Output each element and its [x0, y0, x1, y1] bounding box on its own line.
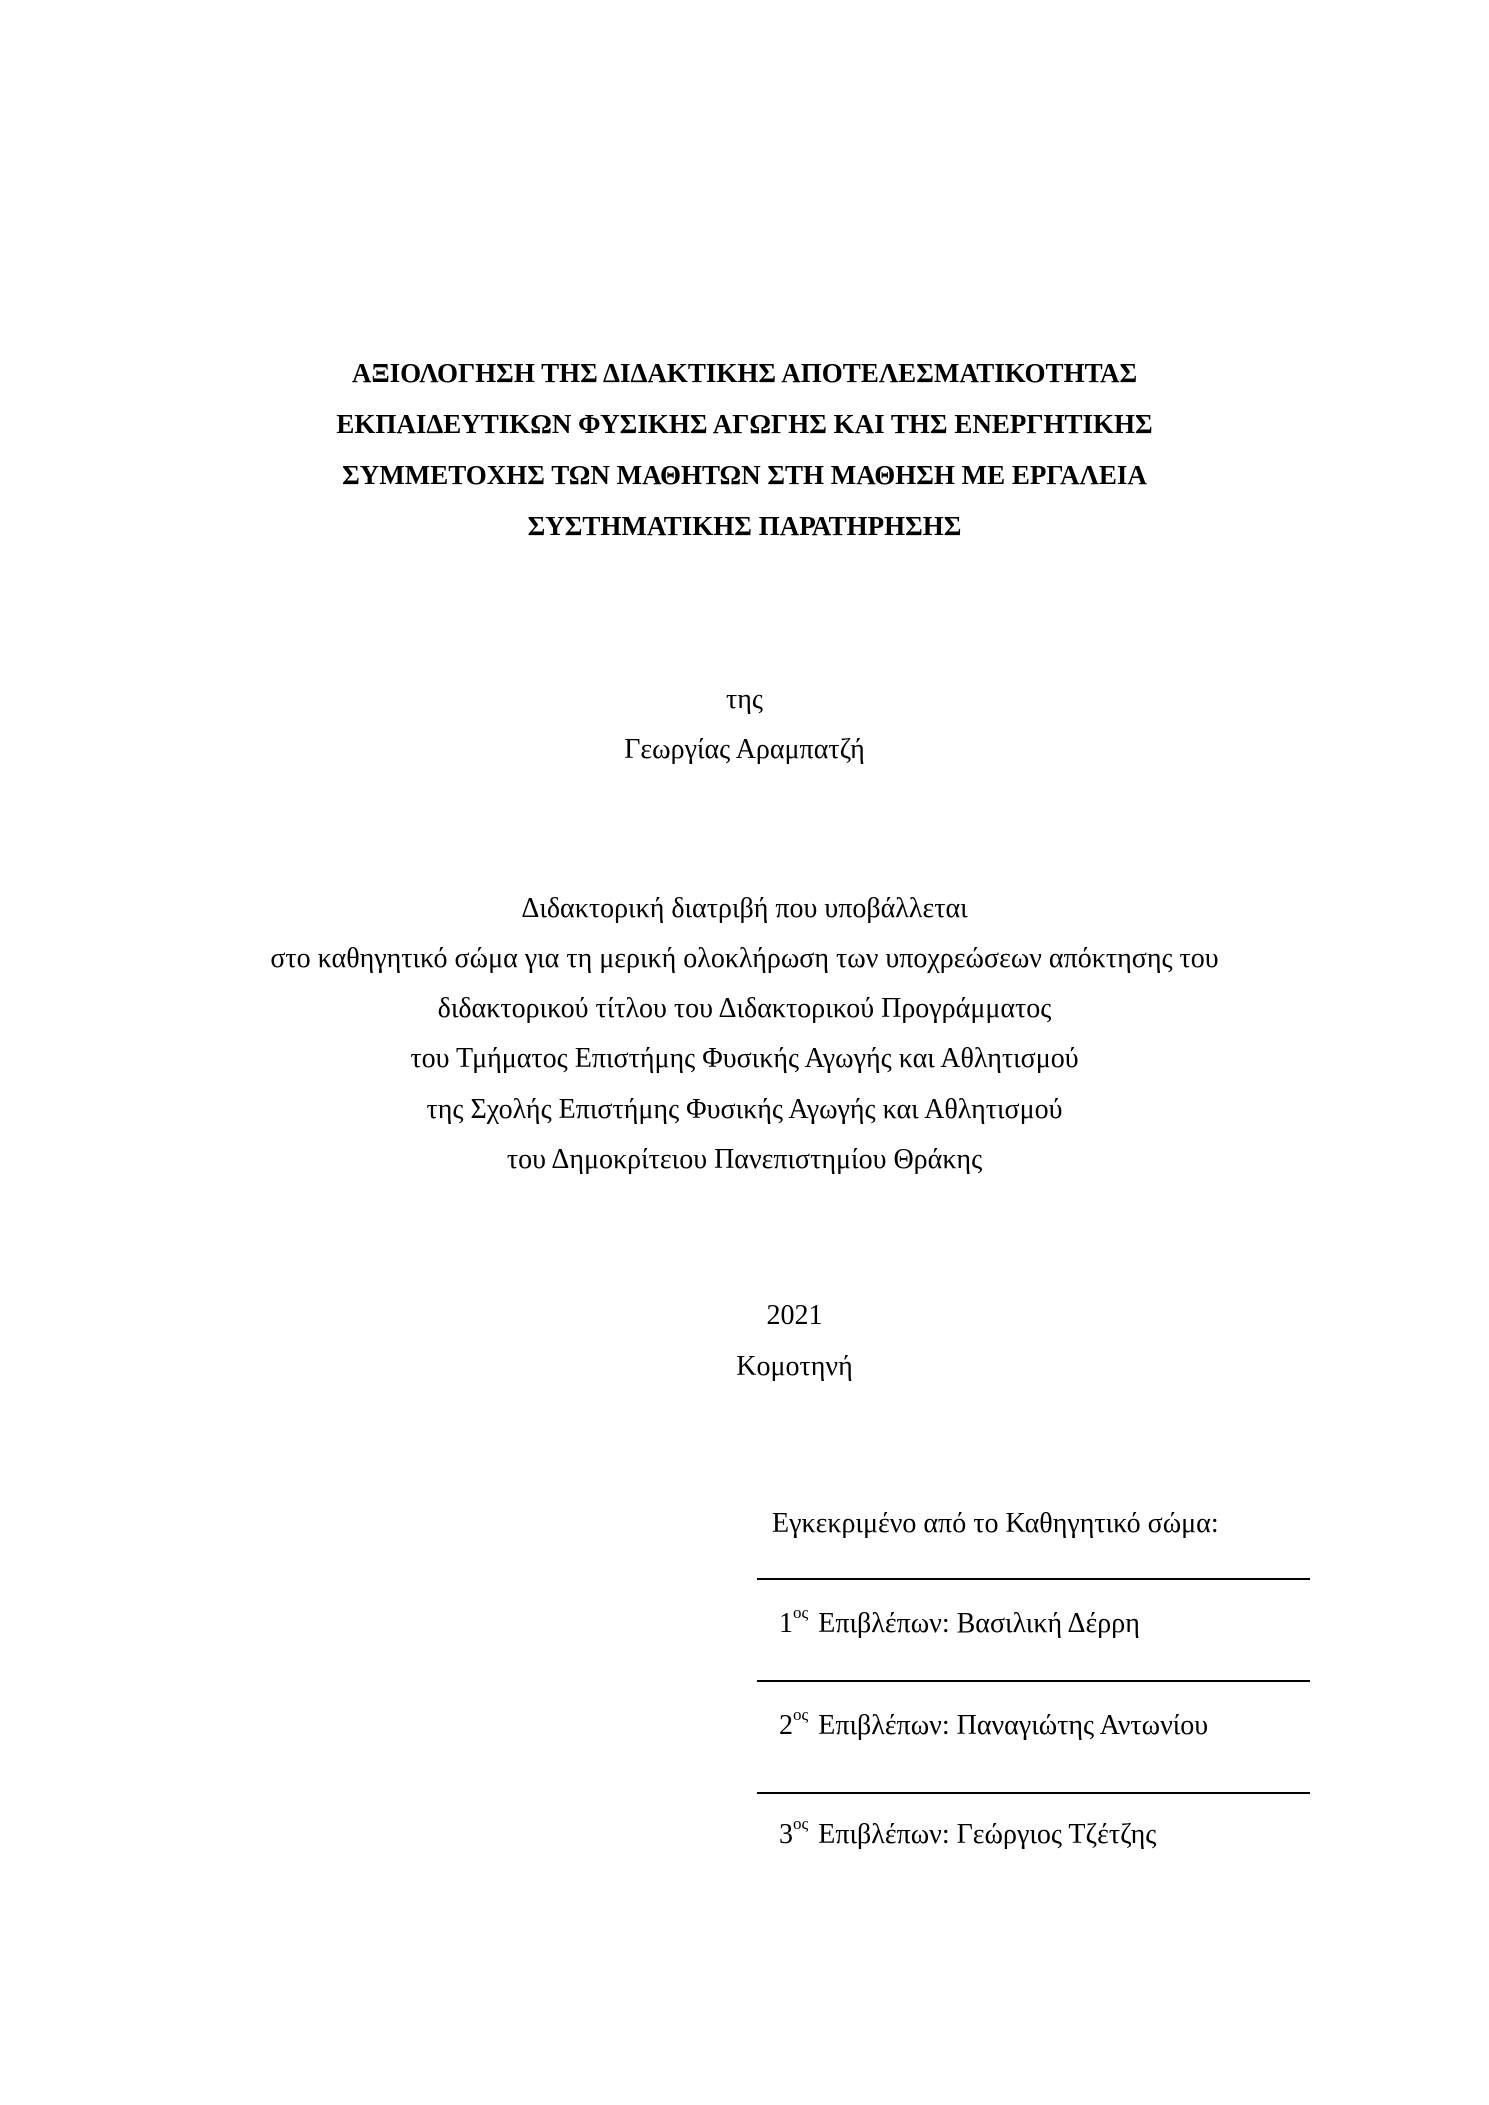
year: 2021: [766, 1300, 823, 1331]
title-line: ΕΚΠΑΙΔΕΥΤΙΚΩΝ ΦΥΣΙΚΗΣ ΑΓΩΓΗΣ ΚΑΙ ΤΗΣ ΕΝΕΡΓΗΤΙΚΗΣ: [336, 409, 1153, 439]
thesis-title: [0, 348, 1489, 552]
author-preposition: της: [726, 684, 763, 715]
supervisor-number: 1: [779, 1608, 793, 1639]
supervisor-2: [779, 1704, 1209, 1744]
submission-line: του Τμήματος Επιστήμης Φυσικής Αγωγής και Αθλητισμού: [410, 1043, 1079, 1074]
ordinal-suffix: ος: [793, 1813, 809, 1833]
ordinal-suffix: ος: [793, 1602, 809, 1622]
supervisor-number: 2: [779, 1710, 793, 1741]
city: Κομοτηνή: [736, 1351, 853, 1382]
submission-line: στο καθηγητικό σώμα για τη μερική ολοκλήρωση των υποχρεώσεων απόκτησης του: [270, 943, 1219, 974]
supervisor-number: 3: [779, 1819, 793, 1850]
signature-line: [757, 1578, 1310, 1580]
supervisor-text: Επιβλέπων: Παναγιώτης Αντωνίου: [811, 1710, 1209, 1741]
submission-line: της Σχολής Επιστήμης Φυσικής Αγωγής και Αθλητισμού: [426, 1094, 1063, 1125]
submission-line: του Δημοκρίτειου Πανεπιστημίου Θράκης: [506, 1144, 983, 1175]
supervisor-1: [779, 1602, 1140, 1642]
supervisor-text: Επιβλέπων: Βασιλική Δέρρη: [811, 1608, 1140, 1639]
author-name: Γεωργίας Αραμπατζή: [624, 734, 865, 765]
title-line: ΣΥΣΤΗΜΑΤΙΚΗΣ ΠΑΡΑΤΗΡΗΣΗΣ: [527, 511, 962, 541]
signature-line: [757, 1680, 1310, 1682]
supervisor-3: [779, 1813, 1157, 1853]
title-line: ΣΥΜΜΕΤΟΧΗΣ ΤΩΝ ΜΑΘΗΤΩΝ ΣΤΗ ΜΑΘΗΣΗ ΜΕ ΕΡΓΑΛΕΙΑ: [342, 460, 1147, 490]
submission-line: διδακτορικού τίτλου του Διδακτορικού Προγράμματος: [437, 993, 1052, 1024]
committee-heading: Εγκεκριμένο από το Καθηγητικό σώμα:: [772, 1508, 1219, 1539]
title-line: ΑΞΙΟΛΟΓΗΣΗ ΤΗΣ ΔΙΔΑΚΤΙΚΗΣ ΑΠΟΤΕΛΕΣΜΑΤΙΚΟΤΗΤΑΣ: [351, 358, 1138, 388]
signature-line: [757, 1792, 1310, 1794]
ordinal-suffix: ος: [793, 1704, 809, 1724]
submission-line: Διδακτορική διατριβή που υποβάλλεται: [521, 893, 968, 924]
supervisor-text: Επιβλέπων: Γεώργιος Τζέτζης: [811, 1819, 1157, 1850]
